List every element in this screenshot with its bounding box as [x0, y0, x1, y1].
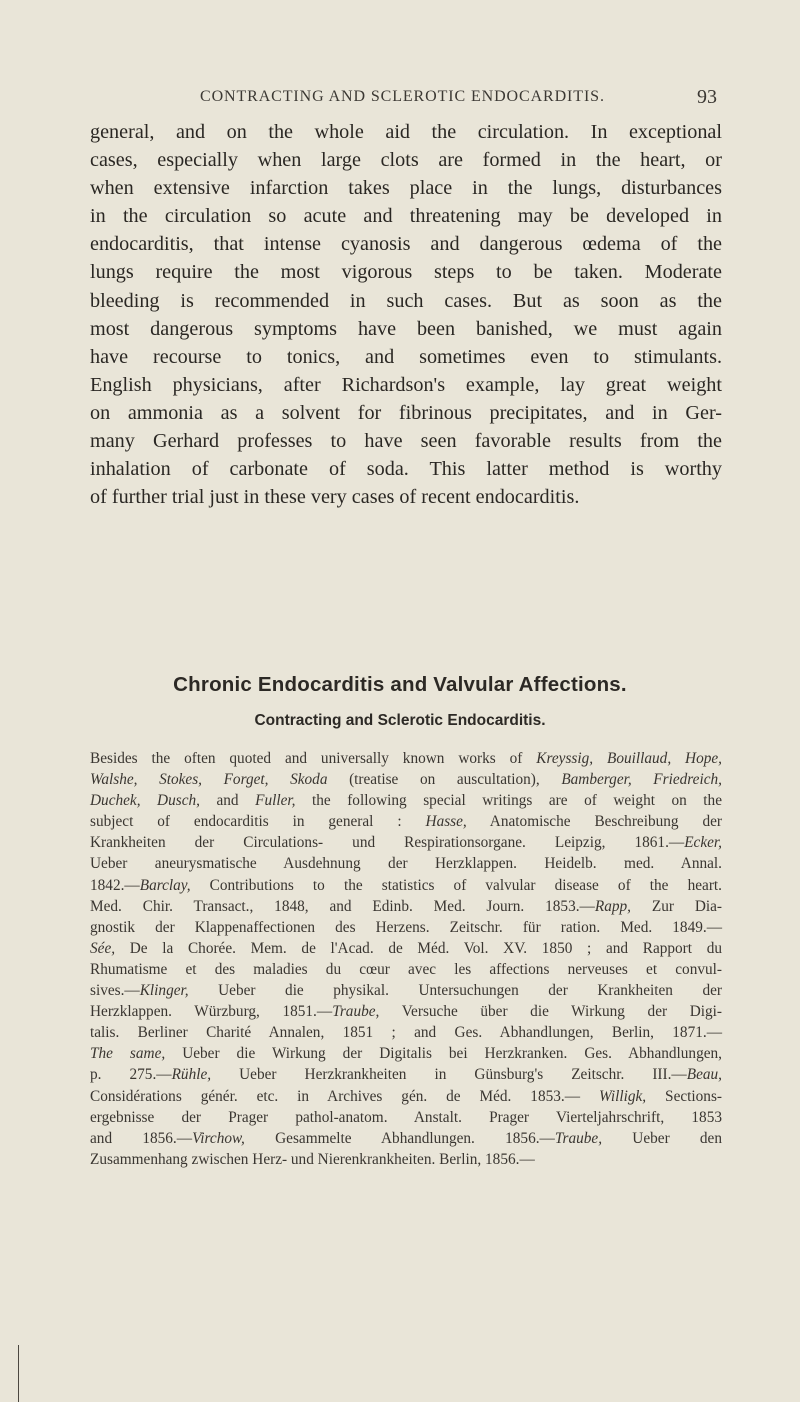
reference-text: Zusammenhang zwischen Herz- und Nierenkrankheiten. Berlin, 1856.—	[90, 1150, 535, 1168]
reference-text: Ueber Herzkrankheiten in Günsburg's Zeitschr. III.—	[211, 1066, 687, 1084]
reference-text: subject of endocarditis in general :	[90, 813, 426, 831]
reference-author: Willigk,	[598, 1087, 647, 1105]
reference-text: (treatise on auscultation),	[327, 771, 562, 789]
reference-author: Ecker,	[684, 834, 722, 852]
reference-text: and 1856.—	[90, 1129, 193, 1147]
reference-text: Ueber die Wirkung der Digitalis bei Herzkranken. Ges. Abhandlungen,	[165, 1045, 722, 1063]
reference-author: Fuller,	[255, 792, 296, 810]
reference-author: Walshe, Stokes, Forget, Skoda	[90, 771, 328, 789]
body-line: of further trial just in these very cases of recent endocarditis.	[90, 486, 580, 509]
body-line: have recourse to tonics, and sometimes even to stimulants.	[90, 345, 722, 368]
body-line: in the circulation so acute and threatening may be developed in	[90, 205, 722, 228]
reference-author: Traube,	[332, 1003, 380, 1021]
reference-author: Rühle,	[171, 1066, 212, 1084]
reference-text: De la Chorée. Mem. de l'Acad. de Méd. Vol. XV. 1850 ; and Rapport du	[115, 939, 722, 957]
reference-text: and	[199, 792, 256, 810]
body-paragraph	[90, 118, 722, 511]
page-edge-mark	[18, 1345, 19, 1402]
reference-text: Rhumatisme et des maladies du cœur avec les affections nerveuses et convul-	[90, 960, 722, 978]
body-line: lungs require the most vigorous steps to be taken. Moderate	[90, 261, 722, 284]
reference-text: gnostik der Klappenaffectionen des Herzens. Zeitschr. für ration. Med. 1849.—	[90, 918, 722, 936]
reference-author: Hasse,	[425, 813, 467, 831]
reference-line	[90, 980, 722, 1001]
reference-author: Virchow,	[192, 1129, 245, 1147]
reference-line	[90, 959, 722, 980]
reference-line	[90, 832, 722, 853]
reference-line	[90, 790, 722, 811]
reference-author: The same,	[90, 1045, 166, 1063]
reference-line	[90, 1086, 722, 1107]
body-line: cases, especially when large clots are formed in the heart, or	[90, 149, 722, 172]
reference-text: Zur Dia-	[630, 897, 722, 915]
reference-line	[90, 811, 722, 832]
reference-line	[90, 875, 722, 896]
page-number: 93	[697, 86, 717, 108]
reference-line	[90, 938, 722, 959]
reference-line	[90, 1022, 722, 1043]
reference-line	[90, 748, 722, 769]
reference-text: Besides the often quoted and universally known works of	[90, 750, 537, 767]
body-line: English physicians, after Richardson's example, lay great weight	[90, 373, 722, 396]
body-line: general, and on the whole aid the circulation. In exceptional	[90, 121, 722, 143]
reference-text: the following special writings are of weight on the	[295, 792, 722, 810]
running-title: CONTRACTING AND SCLEROTIC ENDOCARDITIS.	[200, 88, 605, 105]
reference-line	[90, 1043, 722, 1064]
section-title: Chronic Endocarditis and Valvular Affections.	[173, 673, 627, 696]
sub-title: Contracting and Sclerotic Endocarditis.	[254, 712, 546, 729]
reference-author: Klinger,	[139, 982, 189, 1000]
reference-text: Ueber aneurysmatische Ausdehnung der Herzklappen. Heidelb. med. Annal.	[90, 855, 722, 873]
reference-text: talis. Berliner Charité Annalen, 1851 ; and Ges. Abhandlungen, Berlin, 1871.—	[90, 1024, 722, 1042]
reference-text: Versuche über die Wirkung der Digi-	[379, 1003, 722, 1021]
reference-text: Ueber die physikal. Untersuchungen der Krankheiten der	[188, 982, 722, 1000]
reference-text: Contributions to the statistics of valvular disease of the heart.	[190, 876, 722, 894]
body-line: bleeding is recommended in such cases. But as soon as the	[90, 289, 722, 312]
reference-text: 1842.—	[90, 876, 140, 894]
reference-text: sives.—	[90, 982, 140, 1000]
reference-text: Anatomische Beschreibung der	[466, 813, 723, 831]
reference-text: Ueber den	[602, 1129, 722, 1147]
body-line: inhalation of carbonate of soda. This latter method is worthy	[90, 458, 722, 481]
reference-text: ergebnisse der Prager pathol-anatom. Anstalt. Prager Vierteljahrschrift, 1853	[90, 1108, 722, 1126]
body-line: on ammonia as a solvent for fibrinous precipitates, and in Ger-	[90, 401, 722, 424]
reference-line	[90, 917, 722, 938]
reference-text: Gesammelte Abhandlungen. 1856.—	[244, 1129, 555, 1147]
reference-line	[90, 1107, 722, 1128]
body-line: most dangerous symptoms have been banished, we must again	[90, 317, 722, 340]
reference-author: Traube,	[554, 1129, 603, 1147]
body-line: many Gerhard professes to have seen favorable results from the	[90, 430, 722, 453]
reference-author: Bamberger, Friedreich,	[561, 771, 722, 789]
reference-line	[90, 1064, 722, 1085]
reference-line	[90, 853, 722, 874]
reference-text: Med. Chir. Transact., 1848, and Edinb. Med. Journ. 1853.—	[90, 897, 595, 915]
reference-line	[90, 769, 722, 790]
reference-text: p. 275.—	[90, 1066, 172, 1084]
body-line: endocarditis, that intense cyanosis and dangerous œdema of the	[90, 233, 722, 256]
reference-text: Considérations génér. etc. in Archives gén. de Méd. 1853.—	[90, 1087, 599, 1105]
reference-author: Kreyssig, Bouillaud, Hope,	[536, 750, 722, 767]
reference-author: Sée,	[90, 939, 116, 957]
page-header	[0, 88, 800, 112]
reference-line	[90, 1128, 722, 1149]
reference-line	[90, 896, 722, 917]
reference-author: Barclay,	[139, 876, 191, 894]
reference-text: Herzklappen. Würzburg, 1851.—	[90, 1003, 333, 1021]
reference-line	[90, 1149, 722, 1170]
reference-text: Sections-	[646, 1087, 722, 1105]
reference-author: Duchek, Dusch,	[90, 792, 200, 810]
references-paragraph	[90, 748, 722, 1170]
reference-author: Rapp,	[594, 897, 631, 915]
body-line: when extensive infarction takes place in the lungs, disturbances	[90, 177, 722, 200]
reference-author: Beau,	[686, 1066, 722, 1084]
reference-text: Krankheiten der Circulations- und Respirationsorgane. Leipzig, 1861.—	[90, 834, 685, 852]
reference-line	[90, 1001, 722, 1022]
